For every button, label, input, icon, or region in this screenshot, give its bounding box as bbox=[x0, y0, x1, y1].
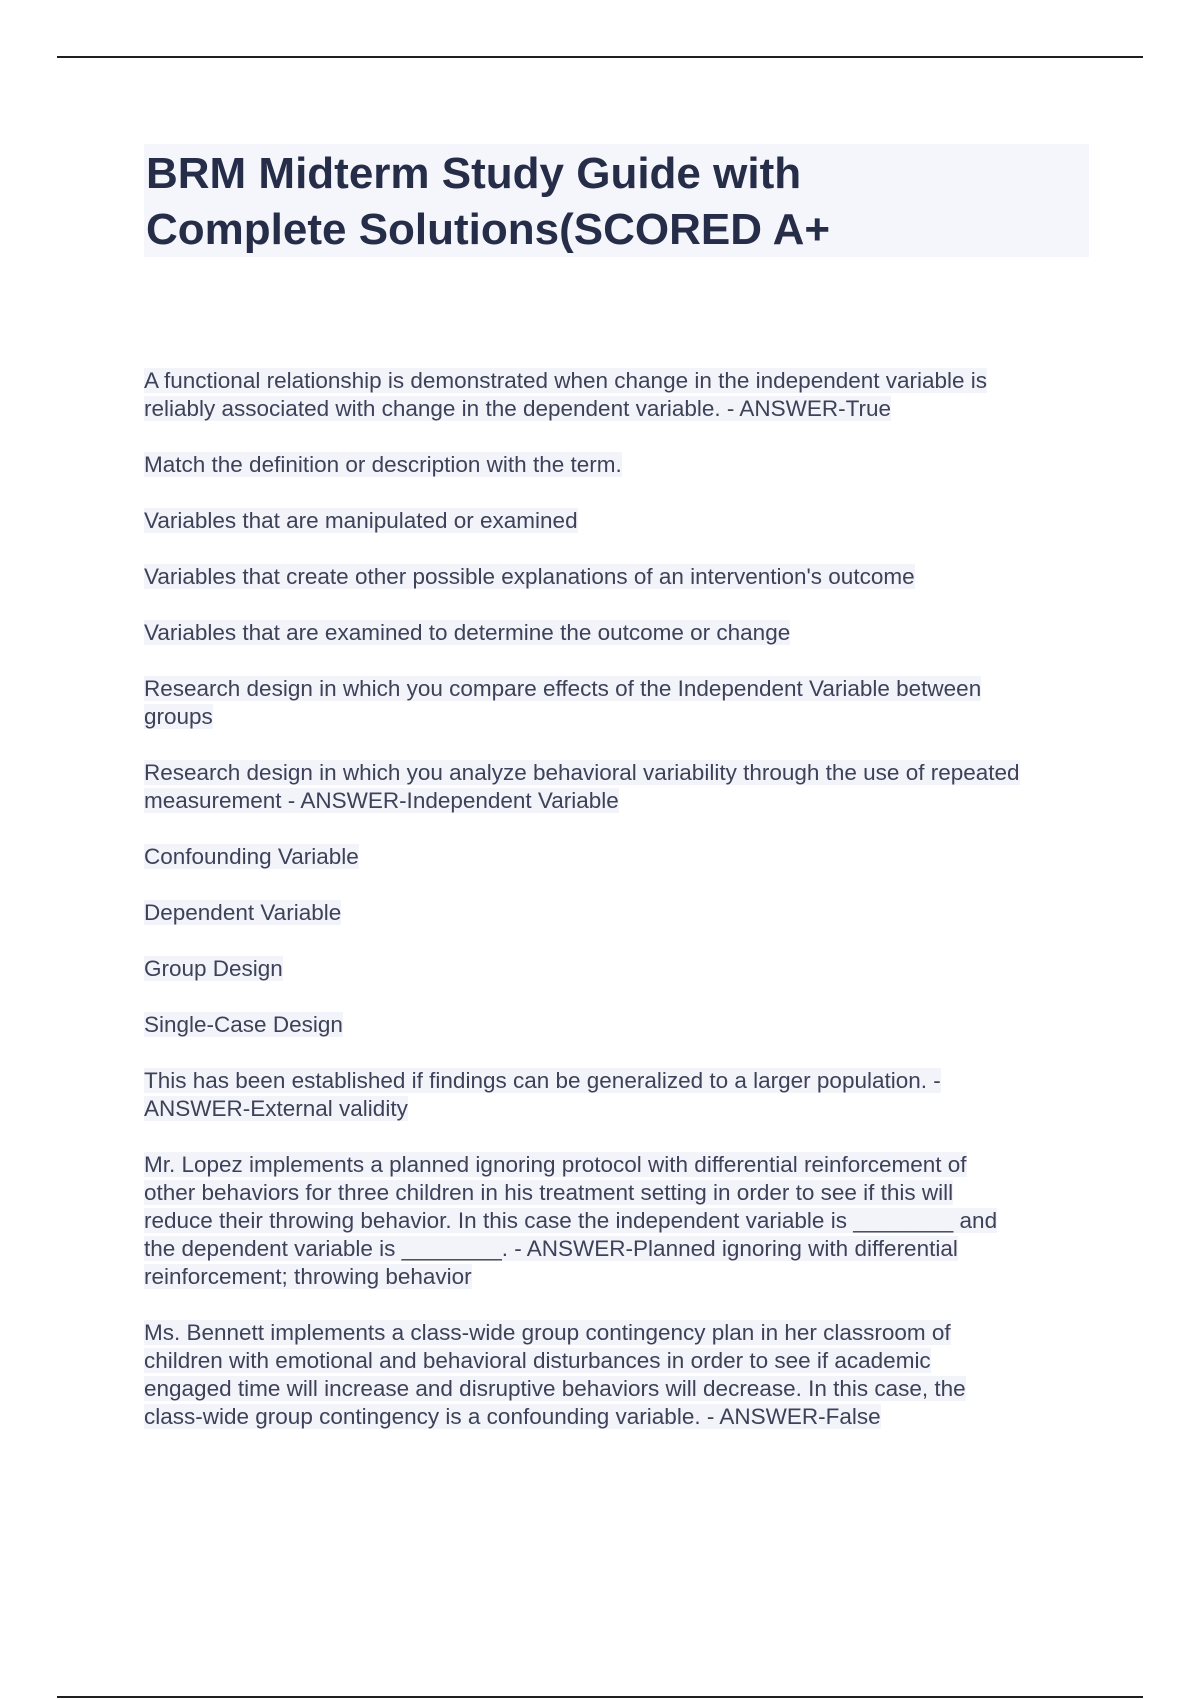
paragraph-functional-relationship bbox=[144, 367, 1104, 423]
line: Single-Case Design bbox=[144, 1012, 343, 1037]
line: the dependent variable is ________. - ANSWER-Planned ignoring with differential bbox=[144, 1236, 958, 1261]
paragraph-term-dependent bbox=[144, 899, 1104, 927]
paragraph-mr-lopez bbox=[144, 1151, 1104, 1291]
paragraph-definition-2 bbox=[144, 563, 1104, 591]
line: class-wide group contingency is a confounding variable. - ANSWER-False bbox=[144, 1404, 881, 1429]
paragraph-definition-1 bbox=[144, 507, 1104, 535]
paragraph-match-instruction bbox=[144, 451, 1104, 479]
paragraph-ms-bennett bbox=[144, 1319, 1104, 1431]
paragraph-definition-5 bbox=[144, 759, 1104, 815]
line: engaged time will increase and disruptive behaviors will decrease. In this case, the bbox=[144, 1376, 966, 1401]
paragraph-term-group bbox=[144, 955, 1104, 983]
paragraph-definition-3 bbox=[144, 619, 1104, 647]
top-rule bbox=[57, 56, 1143, 58]
title-line-2: Complete Solutions(SCORED A+ bbox=[146, 205, 831, 254]
line: ANSWER-External validity bbox=[144, 1096, 408, 1121]
line: Research design in which you analyze behavioral variability through the use of repeated bbox=[144, 760, 1020, 785]
line: children with emotional and behavioral disturbances in order to see if academic bbox=[144, 1348, 931, 1373]
line: reinforcement; throwing behavior bbox=[144, 1264, 472, 1289]
document-body bbox=[144, 367, 1104, 1459]
line: reliably associated with change in the dependent variable. - ANSWER-True bbox=[144, 396, 892, 421]
bottom-rule bbox=[57, 1696, 1143, 1698]
line: A functional relationship is demonstrated when change in the independent variable is bbox=[144, 368, 988, 393]
line: Group Design bbox=[144, 956, 283, 981]
paragraph-term-single-case bbox=[144, 1011, 1104, 1039]
line: Confounding Variable bbox=[144, 844, 359, 869]
line: Variables that are manipulated or examined bbox=[144, 508, 578, 533]
line: Ms. Bennett implements a class-wide group contingency plan in her classroom of bbox=[144, 1320, 951, 1345]
title-line-1: BRM Midterm Study Guide with bbox=[146, 149, 802, 198]
line: This has been established if findings can be generalized to a larger population. - bbox=[144, 1068, 941, 1093]
line: Match the definition or description with the term. bbox=[144, 452, 622, 477]
paragraph-term-confounding bbox=[144, 843, 1104, 871]
line: Mr. Lopez implements a planned ignoring protocol with differential reinforcement of bbox=[144, 1152, 967, 1177]
line: Variables that create other possible explanations of an intervention's outcome bbox=[144, 564, 915, 589]
line: reduce their throwing behavior. In this case the independent variable is ________ and bbox=[144, 1208, 998, 1233]
line: Research design in which you compare effects of the Independent Variable between bbox=[144, 676, 982, 701]
line: measurement - ANSWER-Independent Variable bbox=[144, 788, 619, 813]
line: other behaviors for three children in his treatment setting in order to see if this will bbox=[144, 1180, 954, 1205]
paragraph-definition-4 bbox=[144, 675, 1104, 731]
line: Dependent Variable bbox=[144, 900, 342, 925]
line: Variables that are examined to determine the outcome or change bbox=[144, 620, 791, 645]
title-block bbox=[144, 144, 1089, 257]
line: groups bbox=[144, 704, 213, 729]
page-title bbox=[146, 144, 1087, 258]
paragraph-external-validity bbox=[144, 1067, 1104, 1123]
